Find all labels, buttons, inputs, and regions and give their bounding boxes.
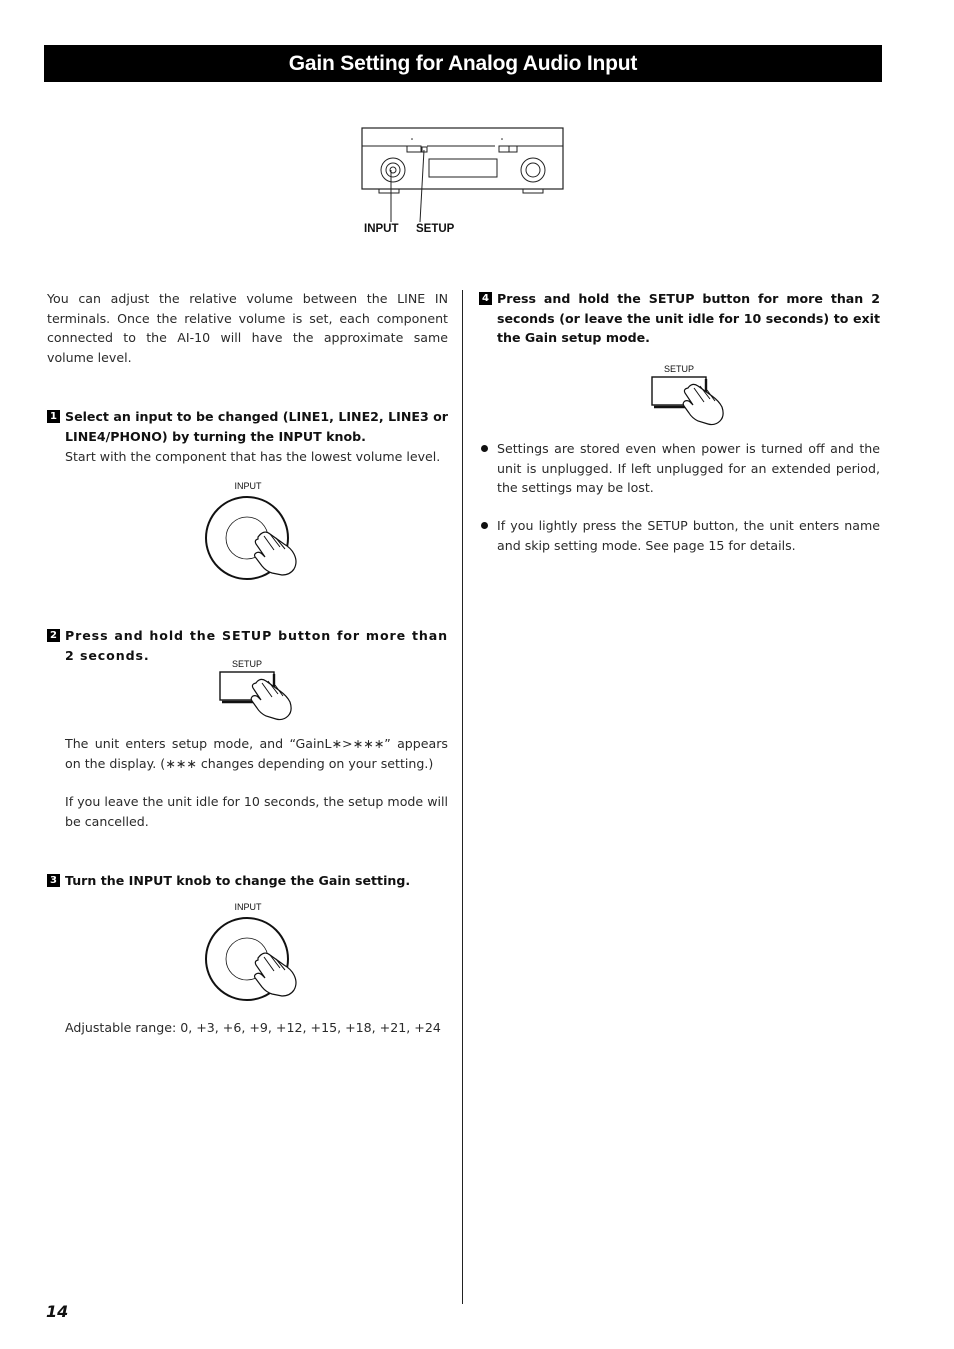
step-3-figure-label: INPUT — [234, 902, 262, 912]
step-3-number: 3 — [47, 874, 60, 887]
step-2-number: 2 — [47, 629, 60, 642]
bullet-text: If you lightly press the SETUP button, the unit enters name and skip setting mode. See page 15 for details. — [497, 518, 880, 553]
page-title — [44, 45, 882, 82]
step-4-figure-label: SETUP — [663, 364, 694, 374]
bullet-dot-icon — [481, 445, 488, 452]
step-2-heading-text: Press and hold the SETUP button for more than 2 seconds. — [65, 628, 448, 663]
step-2-setup-button-figure — [218, 657, 300, 721]
bullet-item — [479, 439, 880, 498]
step-4-heading-text: Press and hold the SETUP button for more than 2 seconds (or leave the unit idle for 10 seconds) to exit the Gain setup mode. — [497, 291, 880, 345]
step-3-heading-text: Turn the INPUT knob to change the Gain setting. — [65, 873, 411, 888]
step-1-body: Start with the component that has the lowest volume level. — [65, 449, 441, 464]
device-front-panel-drawing — [355, 124, 570, 239]
device-front-panel-illustration — [355, 124, 570, 239]
bullet-text: Settings are stored even when power is turned off and the unit is unplugged. If left unplugged for an extended period, the settings may be lost. — [497, 441, 880, 495]
step-1-knob-figure — [196, 478, 308, 582]
step-1-heading-text: Select an input to be changed (LINE1, LINE2, LINE3 or LINE4/PHONO) by turning the INPUT knob. — [65, 409, 448, 444]
page-number: 14 — [46, 1302, 69, 1321]
knob-hand-icon — [196, 899, 308, 1003]
step-4-setup-button-figure — [650, 362, 732, 426]
setup-button-hand-icon — [650, 362, 732, 426]
column-divider — [462, 290, 463, 1304]
device-setup-label: SETUP — [416, 223, 455, 235]
step-4-heading — [479, 289, 880, 348]
step-1-figure-label: INPUT — [234, 481, 262, 491]
step-2-figure-label: SETUP — [231, 659, 262, 669]
bullet-dot-icon — [481, 522, 488, 529]
page-title-text: Gain Setting for Analog Audio Input — [288, 51, 638, 75]
knob-hand-icon — [196, 478, 308, 582]
device-input-label: INPUT — [364, 223, 399, 235]
intro-paragraph: You can adjust the relative volume between the LINE IN terminals. Once the relative volume is set, each component connected to the AI-10 will have the approximate same volume level. — [47, 291, 448, 365]
step-4-number: 4 — [479, 292, 492, 305]
step-1-heading — [47, 407, 448, 446]
step-3-knob-figure — [196, 899, 308, 1003]
setup-button-hand-icon — [218, 657, 300, 721]
step-3-body: Adjustable range: 0, +3, +6, +9, +12, +15, +18, +21, +24 — [65, 1020, 441, 1035]
step-1-number: 1 — [47, 410, 60, 423]
step-2-body-2: If you leave the unit idle for 10 seconds, the setup mode will be cancelled. — [65, 794, 448, 829]
bullet-item — [479, 516, 880, 555]
step-2-body-1: The unit enters setup mode, and “GainL∗>∗∗∗” appears on the display. (∗∗∗ changes depending on your setting.) — [65, 736, 448, 771]
step-3-heading — [47, 871, 448, 891]
